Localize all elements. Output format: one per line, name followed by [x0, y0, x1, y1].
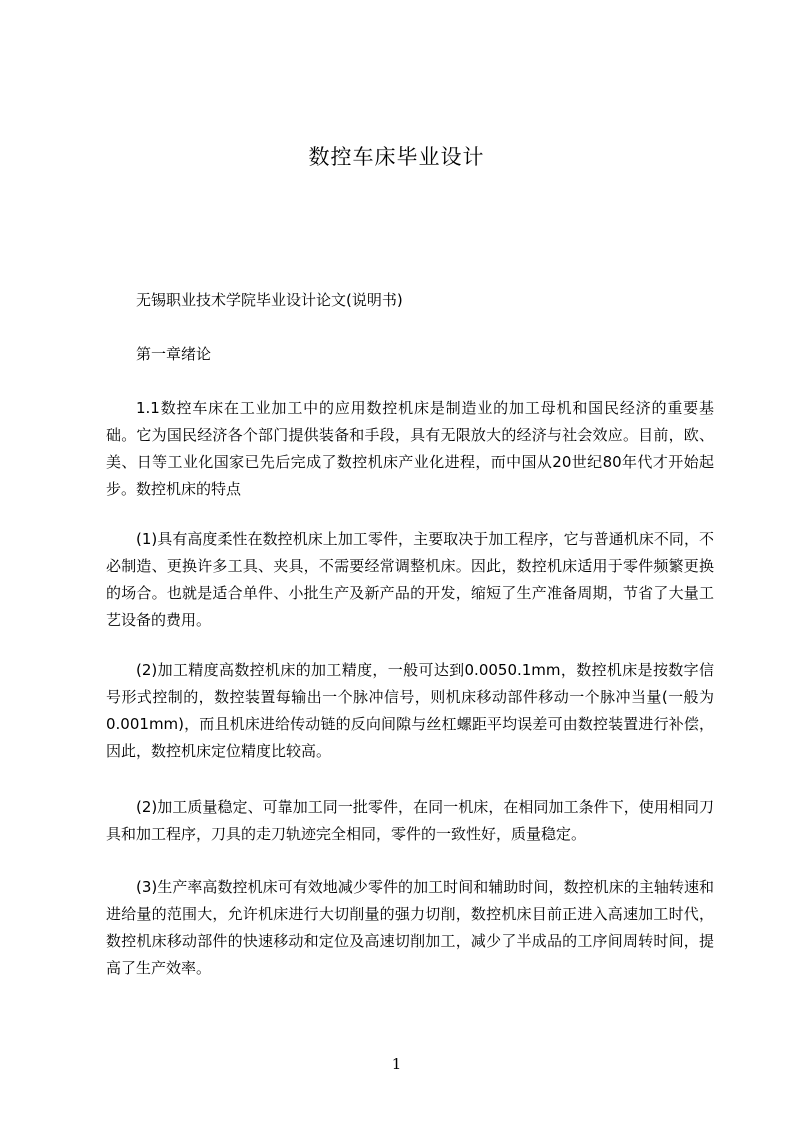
document-title: 数控车床毕业设计 — [308, 145, 485, 169]
paragraph-flexibility: (1)具有高度柔性在数控机床上加工零件，主要取决于加工程序，它与普通机床不同，不必制造、更换许多工具、夹具，不需要经常调整机床。因此，数控机床适用于零件频繁更换的场合。也就是适合单件、小批生产及新产品的开发，缩短了生产准备周期，节省了大量工艺设备的费用。 — [106, 530, 714, 629]
chapter-heading: 第一章绪论 — [136, 345, 212, 363]
page-number: 1 — [391, 1055, 402, 1073]
subtitle-line: 无锡职业技术学院毕业设计论文(说明书) — [136, 291, 403, 309]
paragraph-precision: (2)加工精度高数控机床的加工精度，一般可达到0.0050.1mm，数控机床是按数字信号形式控制的，数控装置每输出一个脉冲信号，则机床移动部件移动一个脉冲当量(一般为0.001mm)，而且机床进给传动链的反向间隙与丝杠螺距平均误差可由数控装置进行补偿，因此，数控机床定位精度比较高。 — [106, 661, 714, 760]
paragraph-1-1: 1.1数控车床在工业加工中的应用数控机床是制造业的加工母机和国民经济的重要基础。它为国民经济各个部门提供装备和手段，具有无限放大的经济与社会效应。目前，欧、美、日等工业化国家已先后完成了数控机床产业化进程，而中国从20世纪80年代才开始起步。数控机床的特点 — [106, 399, 714, 498]
paragraph-quality: (2)加工质量稳定、可靠加工同一批零件，在同一机床，在相同加工条件下，使用相同刀具和加工程序，刀具的走刀轨迹完全相同，零件的一致性好，质量稳定。 — [106, 798, 714, 843]
paragraph-productivity: (3)生产率高数控机床可有效地减少零件的加工时间和辅助时间，数控机床的主轴转速和进给量的范围大，允许机床进行大切削量的强力切削，数控机床目前正进入高速加工时代，数控机床移动部件的快速移动和定位及高速切削加工，减少了半成品的工序间周转时间，提高了生产效率。 — [106, 878, 714, 977]
